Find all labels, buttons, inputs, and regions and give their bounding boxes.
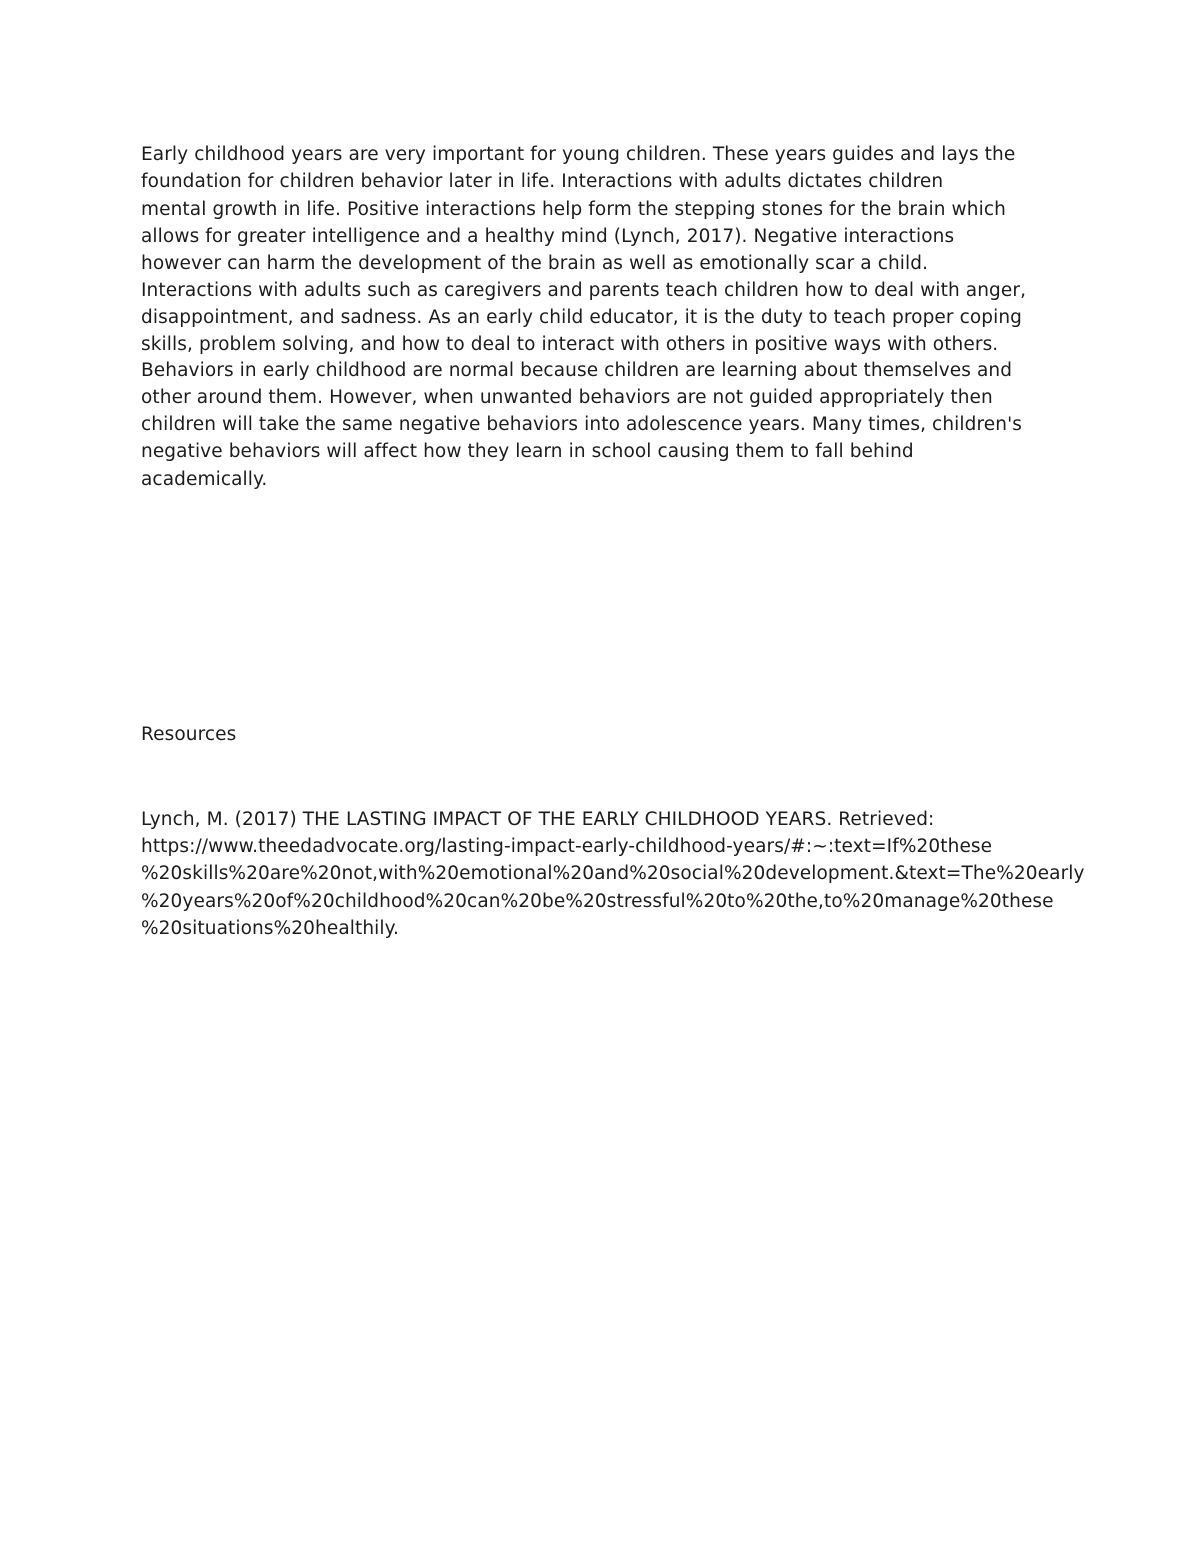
paragraph-line: skills, problem solving, and how to deal to interact with others in positive ways with others. [141, 334, 999, 355]
paragraph-line: academically. [141, 469, 268, 490]
paragraph-line: however can harm the development of the brain as well as emotionally scar a child. [141, 253, 929, 274]
paragraph-line: Behaviors in early childhood are normal because children are learning about themselves and [141, 360, 1013, 381]
citation-line: Lynch, M. (2017) THE LASTING IMPACT OF THE EARLY CHILDHOOD YEARS. Retrieved: [141, 809, 935, 830]
paragraph-line: negative behaviors will affect how they learn in school causing them to fall behind [141, 441, 914, 462]
paragraph-line: children will take the same negative behaviors into adolescence years. Many times, children's [141, 414, 1023, 435]
paragraph-line: disappointment, and sadness. As an early child educator, it is the duty to teach proper coping [141, 307, 1023, 328]
paragraph-line: allows for greater intelligence and a healthy mind (Lynch, 2017). Negative interactions [141, 226, 955, 247]
paragraph-line: Interactions with adults such as caregivers and parents teach children how to deal with anger, [141, 280, 1027, 301]
citation-url-line: https://www.theedadvocate.org/lasting-impact-early-childhood-years/#:~:text=If%20these [141, 836, 993, 857]
paragraph-line: mental growth in life. Positive interactions help form the stepping stones for the brain which [141, 199, 1006, 220]
citation-url-line: %20years%20of%20childhood%20can%20be%20stressful%20to%20the,to%20manage%20these [141, 891, 1054, 912]
citation-url-line: %20situations%20healthily. [141, 918, 400, 939]
resources-heading: Resources [141, 724, 237, 745]
paragraph-line: foundation for children behavior later in life. Interactions with adults dictates children [141, 171, 944, 192]
citation-url-line: %20skills%20are%20not,with%20emotional%20and%20social%20development.&text=The%20early [141, 863, 1085, 884]
paragraph-line: Early childhood years are very important for young children. These years guides and lays the [141, 144, 1016, 165]
paragraph-line: other around them. However, when unwanted behaviors are not guided appropriately then [141, 387, 993, 408]
